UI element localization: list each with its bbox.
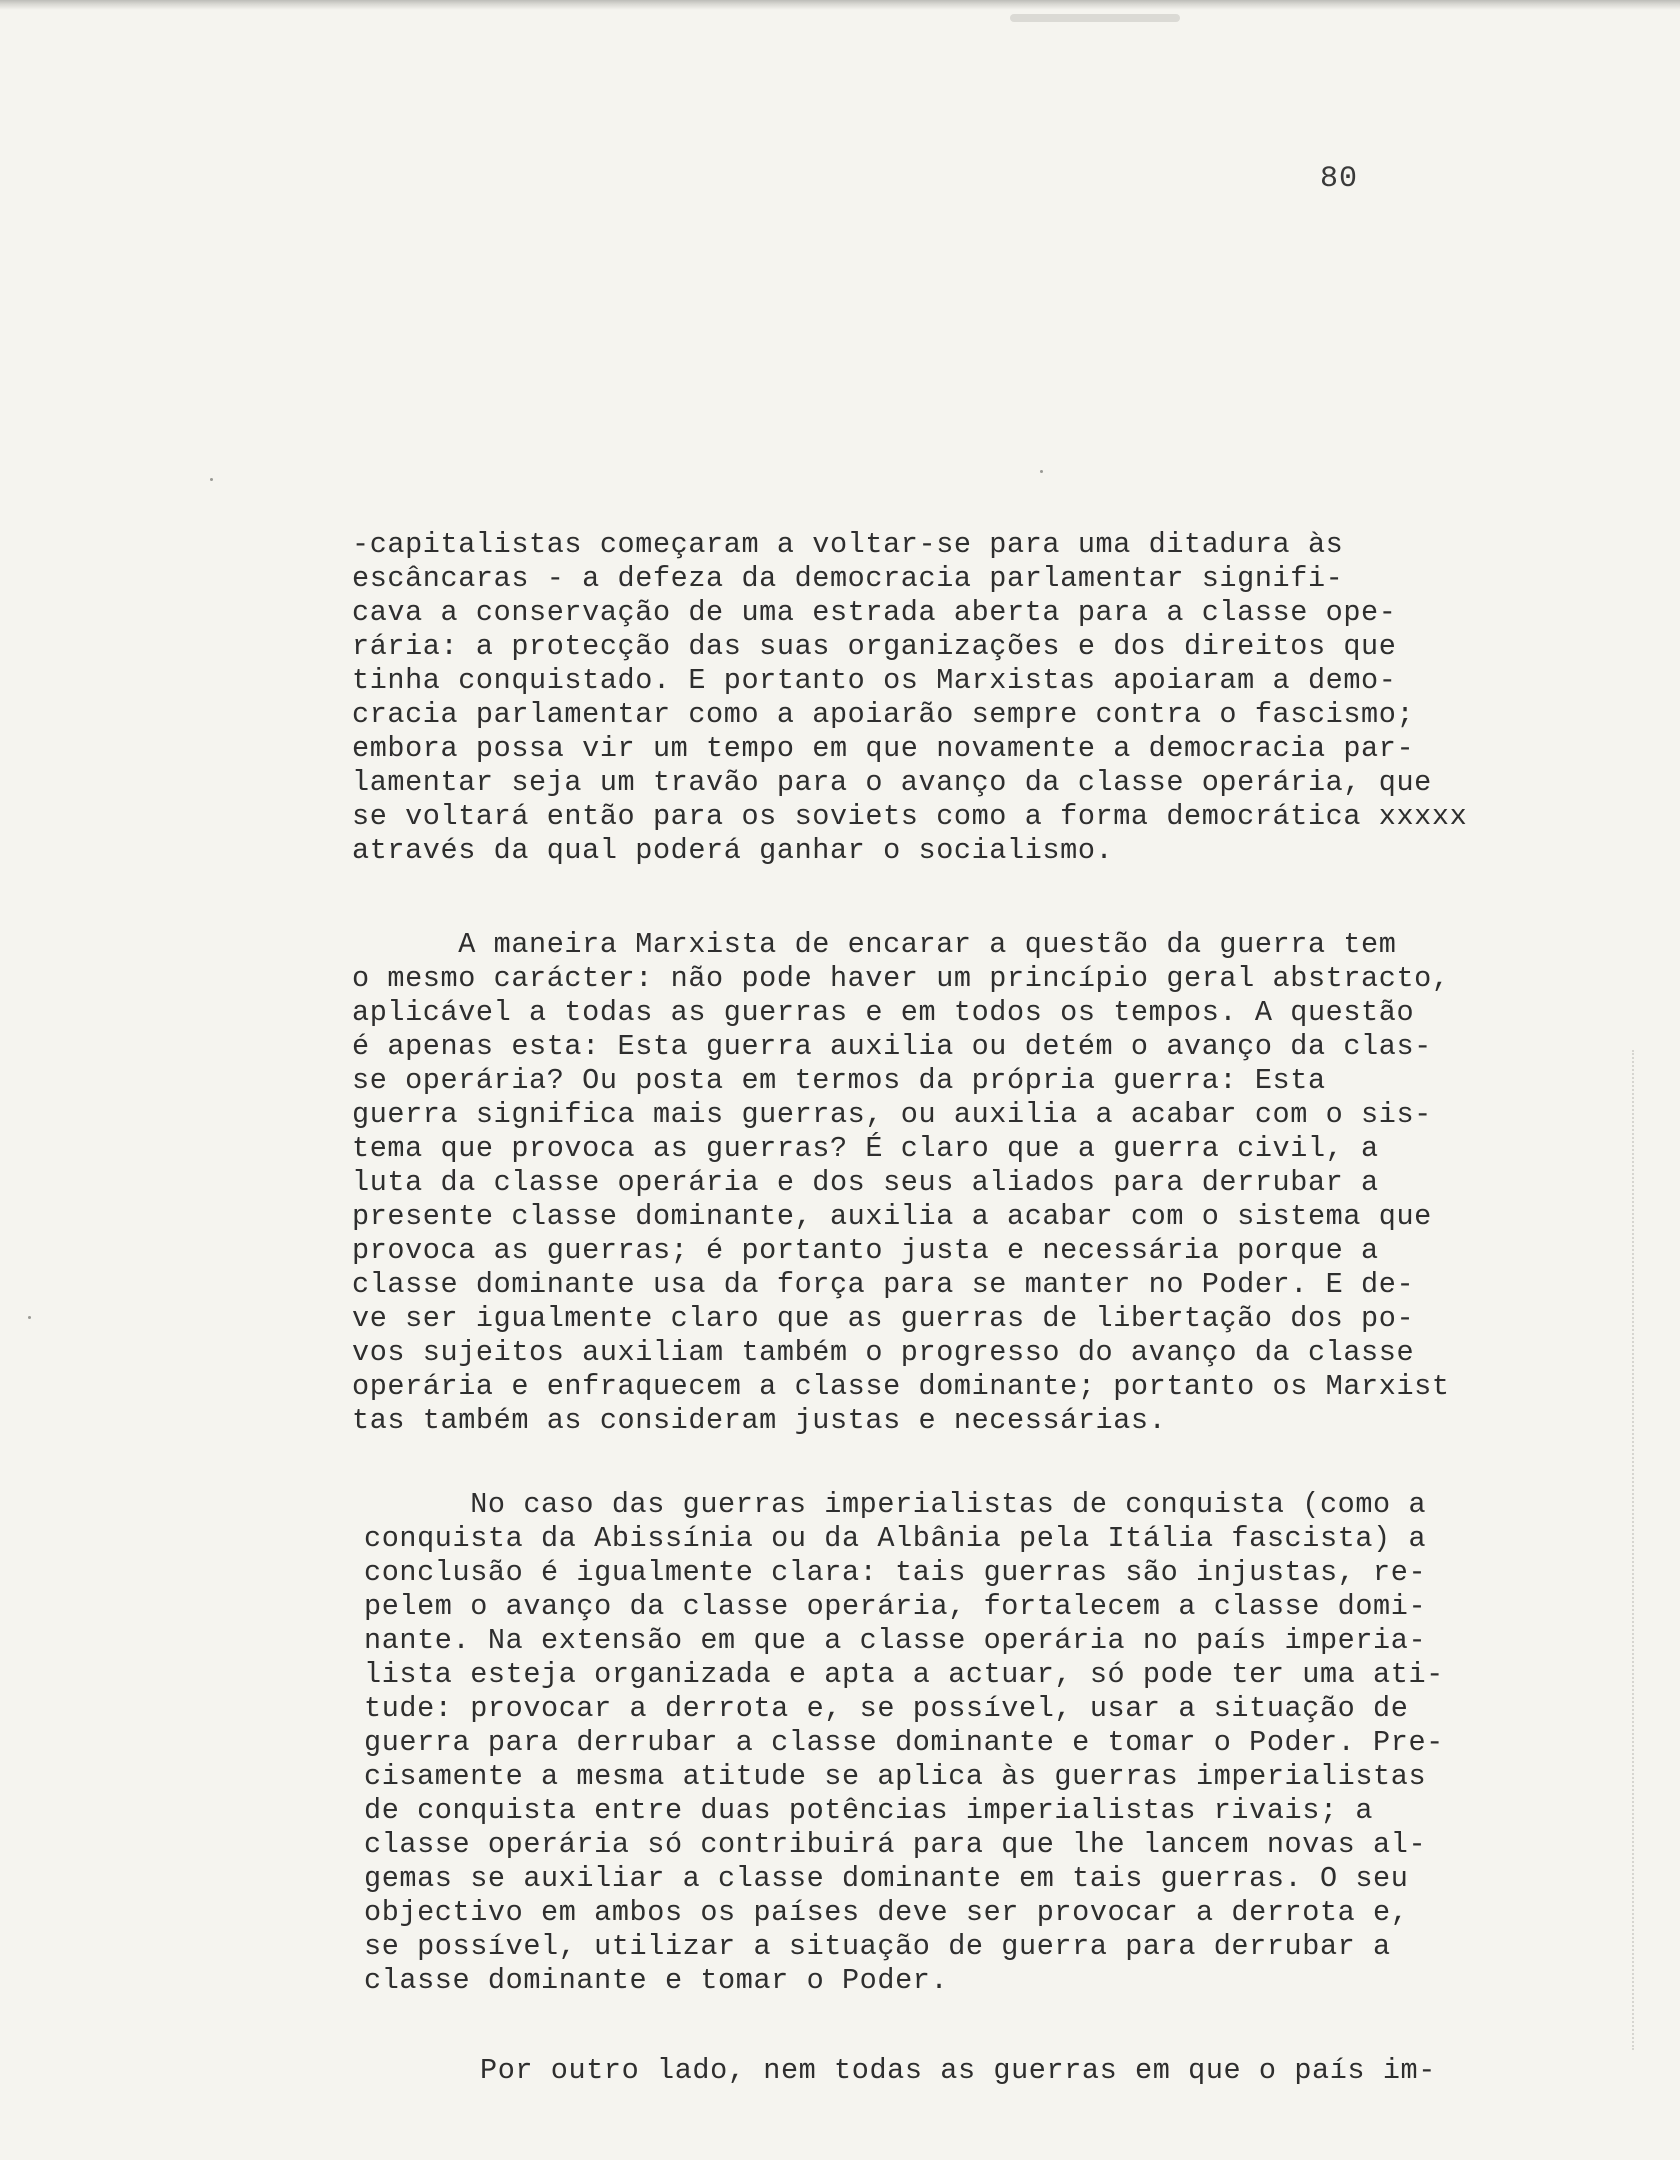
scan-smudge xyxy=(1010,14,1180,22)
text-line: guerra para derrubar a classe dominante e tomar o Poder. Pre- xyxy=(364,1726,1444,1759)
paragraph-2 xyxy=(352,928,1592,1438)
text-line: No caso das guerras imperialistas de conquista (como a xyxy=(364,1488,1427,1521)
text-line: classe dominante usa da força para se manter no Poder. E de- xyxy=(352,1268,1415,1301)
text-line: Por outro lado, nem todas as guerras em que o país im- xyxy=(480,2054,1436,2087)
text-line: é apenas esta: Esta guerra auxilia ou detém o avanço da clas- xyxy=(352,1030,1432,1063)
text-line: tas também as consideram justas e necessárias. xyxy=(352,1404,1167,1437)
text-line: tude: provocar a derrota e, se possível, usar a situação de xyxy=(364,1692,1409,1725)
text-line: conquista da Abissínia ou da Albânia pela Itália fascista) a xyxy=(364,1522,1427,1555)
text-line: vos sujeitos auxiliam também o progresso do avanço da classe xyxy=(352,1336,1415,1369)
text-line: pelem o avanço da classe operária, fortalecem a classe domi- xyxy=(364,1590,1427,1623)
text-line: nante. Na extensão em que a classe operária no país imperia- xyxy=(364,1624,1427,1657)
text-line: guerra significa mais guerras, ou auxilia a acabar com o sis- xyxy=(352,1098,1432,1131)
text-line: se operária? Ou posta em termos da própria guerra: Esta xyxy=(352,1064,1326,1097)
text-line: classe operária só contribuirá para que lhe lancem novas al- xyxy=(364,1828,1427,1861)
scan-top-edge xyxy=(0,0,1680,10)
text-line: lamentar seja um travão para o avanço da classe operária, que xyxy=(352,766,1432,799)
text-line: objectivo em ambos os países deve ser provocar a derrota e, xyxy=(364,1896,1409,1929)
text-line: se possível, utilizar a situação de guerra para derrubar a xyxy=(364,1930,1391,1963)
scan-speck xyxy=(1040,470,1043,473)
text-line: embora possa vir um tempo em que novamente a democracia par- xyxy=(352,732,1415,765)
text-line: cisamente a mesma atitude se aplica às guerras imperialistas xyxy=(364,1760,1427,1793)
paragraph-4 xyxy=(480,2054,1680,2088)
text-line: gemas se auxiliar a classe dominante em tais guerras. O seu xyxy=(364,1862,1409,1895)
text-line: aplicável a todas as guerras e em todos os tempos. A questão xyxy=(352,996,1415,1029)
text-line: operária e enfraquecem a classe dominante; portanto os Marxist xyxy=(352,1370,1450,1403)
text-line: através da qual poderá ganhar o socialismo. xyxy=(352,834,1114,867)
text-line: -capitalistas começaram a voltar-se para uma ditadura às xyxy=(352,528,1344,561)
text-line: rária: a protecção das suas organizações e dos direitos que xyxy=(352,630,1397,663)
text-line: presente classe dominante, auxilia a acabar com o sistema que xyxy=(352,1200,1432,1233)
text-line: ve ser igualmente claro que as guerras de libertação dos po- xyxy=(352,1302,1415,1335)
text-line: tinha conquistado. E portanto os Marxistas apoiaram a demo- xyxy=(352,664,1397,697)
text-line: de conquista entre duas potências imperialistas rivais; a xyxy=(364,1794,1374,1827)
scan-speck xyxy=(210,478,213,481)
text-line: escâncaras - a defeza da democracia parlamentar signifi- xyxy=(352,562,1344,595)
text-line: provoca as guerras; é portanto justa e necessária porque a xyxy=(352,1234,1379,1267)
text-line: cava a conservação de uma estrada aberta para a classe ope- xyxy=(352,596,1397,629)
scan-speck xyxy=(28,1316,31,1319)
text-line: A maneira Marxista de encarar a questão da guerra tem xyxy=(352,928,1397,961)
text-line: lista esteja organizada e apta a actuar, só pode ter uma ati- xyxy=(364,1658,1444,1691)
paragraph-1 xyxy=(352,528,1592,868)
text-line: conclusão é igualmente clara: tais guerras são injustas, re- xyxy=(364,1556,1427,1589)
text-line: cracia parlamentar como a apoiarão sempre contra o fascismo; xyxy=(352,698,1415,731)
text-line: luta da classe operária e dos seus aliados para derrubar a xyxy=(352,1166,1379,1199)
paragraph-3 xyxy=(364,1488,1604,1998)
page-number: 80 xyxy=(1320,162,1359,196)
text-line: se voltará então para os soviets como a forma democrática xxxxx xyxy=(352,800,1468,833)
text-line: o mesmo carácter: não pode haver um princípio geral abstracto, xyxy=(352,962,1450,995)
text-line: tema que provoca as guerras? É claro que a guerra civil, a xyxy=(352,1132,1379,1165)
scan-margin-marks xyxy=(1632,1050,1636,2050)
text-line: classe dominante e tomar o Poder. xyxy=(364,1964,949,1997)
